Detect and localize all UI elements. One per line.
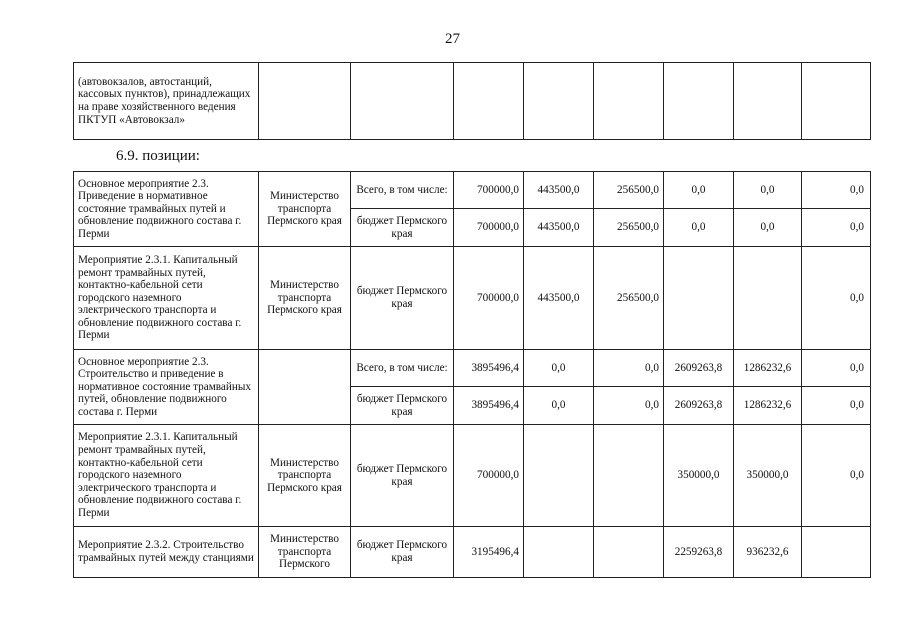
value-cell: 2259263,8 bbox=[664, 527, 734, 578]
value-cell: 0,0 bbox=[664, 172, 734, 209]
value-cell bbox=[594, 63, 664, 140]
table-row bbox=[74, 247, 871, 350]
value-cell bbox=[664, 63, 734, 140]
value-cell: 700000,0 bbox=[454, 209, 524, 247]
value-cell: 936232,6 bbox=[734, 527, 802, 578]
value-cell: 0,0 bbox=[802, 425, 871, 527]
value-cell bbox=[734, 247, 802, 350]
table-row bbox=[74, 527, 871, 578]
section-heading: 6.9. позиции: bbox=[116, 148, 200, 164]
funding-source-cell: бюджет Пермского края bbox=[351, 527, 454, 578]
activity-description: Основное мероприятие 2.3. Строительство и приведение в нормативное состояние трамвайных путей, обновление подвижного состава г. Перми bbox=[74, 350, 259, 425]
funding-source-cell: бюджет Пермского края bbox=[351, 387, 454, 425]
value-cell bbox=[594, 425, 664, 527]
funding-source-cell: Всего, в том числе: bbox=[351, 350, 454, 387]
value-cell: 350000,0 bbox=[664, 425, 734, 527]
executor-cell bbox=[259, 350, 351, 425]
value-cell: 0,0 bbox=[802, 172, 871, 209]
value-cell bbox=[454, 63, 524, 140]
funding-source-cell: Всего, в том числе: bbox=[351, 172, 454, 209]
value-cell: 0,0 bbox=[802, 247, 871, 350]
table-row bbox=[74, 425, 871, 527]
funding-source-cell bbox=[351, 63, 454, 140]
executor-cell: Министерство транспорта Пермского bbox=[259, 527, 351, 578]
value-cell: 0,0 bbox=[524, 350, 594, 387]
value-cell bbox=[802, 63, 871, 140]
value-cell: 1286232,6 bbox=[734, 350, 802, 387]
value-cell: 0,0 bbox=[802, 350, 871, 387]
value-cell bbox=[802, 527, 871, 578]
value-cell: 700000,0 bbox=[454, 247, 524, 350]
value-cell: 256500,0 bbox=[594, 172, 664, 209]
value-cell: 3895496,4 bbox=[454, 350, 524, 387]
executor-cell bbox=[259, 63, 351, 140]
value-cell: 0,0 bbox=[524, 387, 594, 425]
positions-table bbox=[73, 171, 871, 578]
value-cell: 256500,0 bbox=[594, 247, 664, 350]
table-row bbox=[74, 172, 871, 209]
value-cell: 3895496,4 bbox=[454, 387, 524, 425]
value-cell bbox=[524, 63, 594, 140]
table-row bbox=[74, 350, 871, 387]
value-cell: 350000,0 bbox=[734, 425, 802, 527]
value-cell: 2609263,8 bbox=[664, 350, 734, 387]
value-cell: 0,0 bbox=[802, 209, 871, 247]
value-cell: 700000,0 bbox=[454, 425, 524, 527]
table-row bbox=[74, 63, 871, 140]
value-cell: 443500,0 bbox=[524, 172, 594, 209]
value-cell bbox=[594, 527, 664, 578]
activity-description: Мероприятие 2.3.1. Капитальный ремонт трамвайных путей, контактно-кабельной сети городского наземного электрического транспорта и обновление подвижного состава г. Перми bbox=[74, 247, 259, 350]
activity-description: Мероприятие 2.3.1. Капитальный ремонт трамвайных путей, контактно-кабельной сети городского наземного электрического транспорта и обновление подвижного состава г. Перми bbox=[74, 425, 259, 527]
value-cell: 1286232,6 bbox=[734, 387, 802, 425]
value-cell: 2609263,8 bbox=[664, 387, 734, 425]
value-cell bbox=[734, 63, 802, 140]
value-cell bbox=[524, 425, 594, 527]
executor-cell: Министерство транспорта Пермского края bbox=[259, 247, 351, 350]
value-cell: 0,0 bbox=[664, 209, 734, 247]
funding-source-cell: бюджет Пермского края bbox=[351, 247, 454, 350]
activity-description: (автовокзалов, автостанций, кассовых пунктов), принадлежащих на праве хозяйственного ведения ПКТУП «Автовокзал» bbox=[74, 63, 259, 140]
value-cell: 443500,0 bbox=[524, 209, 594, 247]
value-cell: 700000,0 bbox=[454, 172, 524, 209]
value-cell: 0,0 bbox=[734, 209, 802, 247]
value-cell: 0,0 bbox=[594, 350, 664, 387]
funding-source-cell: бюджет Пермского края bbox=[351, 209, 454, 247]
value-cell bbox=[664, 247, 734, 350]
executor-cell: Министерство транспорта Пермского края bbox=[259, 425, 351, 527]
value-cell: 443500,0 bbox=[524, 247, 594, 350]
value-cell bbox=[524, 527, 594, 578]
value-cell: 3195496,4 bbox=[454, 527, 524, 578]
executor-cell: Министерство транспорта Пермского края bbox=[259, 172, 351, 247]
page-number: 27 bbox=[445, 31, 460, 47]
value-cell: 0,0 bbox=[594, 387, 664, 425]
funding-source-cell: бюджет Пермского края bbox=[351, 425, 454, 527]
value-cell: 0,0 bbox=[802, 387, 871, 425]
activity-description: Основное мероприятие 2.3. Приведение в нормативное состояние трамвайных путей и обновление подвижного состава г. Перми bbox=[74, 172, 259, 247]
value-cell: 0,0 bbox=[734, 172, 802, 209]
value-cell: 256500,0 bbox=[594, 209, 664, 247]
activity-description: Мероприятие 2.3.2. Строительство трамвайных путей между станциями bbox=[74, 527, 259, 578]
continuation-table bbox=[73, 62, 871, 140]
